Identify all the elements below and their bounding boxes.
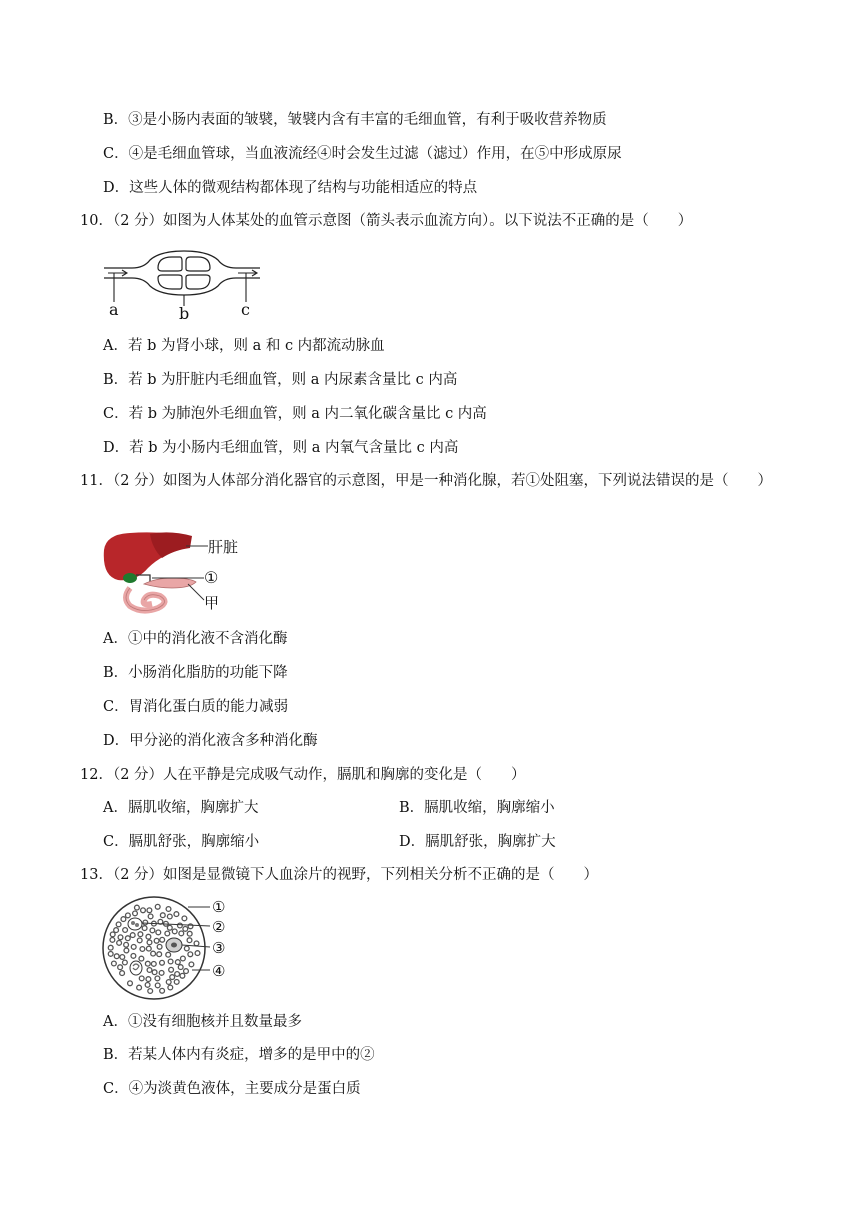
q10-option-b: B．若 b 为肝脏内毛细血管，则 a 内尿素含量比 c 内高 [103,372,458,388]
q10-label-c: c [241,300,250,319]
red-blood-cell [130,933,135,938]
q10-label-a: a [109,300,119,319]
red-blood-cell [135,905,140,910]
q11-label-gland: 甲 [204,594,220,612]
red-blood-cell [148,989,153,994]
red-blood-cell [120,971,125,976]
red-blood-cell [110,938,115,943]
red-blood-cell [178,965,183,970]
red-blood-cell [146,946,151,951]
q13-option-a: A．①没有细胞核并且数量最多 [103,1014,302,1030]
red-blood-cell [166,952,171,957]
q9-option-b: B．③是小肠内表面的皱襞，皱襞内含有丰富的毛细血管，有利于吸收营养物质 [103,112,607,128]
red-blood-cell [145,961,150,966]
red-blood-cell [183,927,188,932]
red-blood-cell [187,938,192,943]
red-blood-cell [195,951,200,956]
q10-blood-vessel-figure [100,248,270,322]
red-blood-cell [146,977,151,982]
red-blood-cell [166,907,171,912]
red-blood-cell [174,980,179,985]
red-blood-cell [148,914,153,919]
red-blood-cell [138,932,143,937]
red-blood-cell [175,972,180,977]
q12-option-d: D．膈肌舒张，胸廓扩大 [399,834,556,850]
red-blood-cell [133,911,138,916]
red-blood-cell [182,916,187,921]
q11-digestive-figure [100,528,260,618]
red-blood-cell [110,932,115,937]
red-blood-cell [174,912,179,917]
q10-option-a: A．若 b 为肾小球，则 a 和 c 内都流动脉血 [103,338,385,354]
red-blood-cell [188,952,193,957]
red-blood-cell [179,931,184,936]
red-blood-cell [180,973,185,978]
red-blood-cell [155,904,160,909]
red-blood-cell [147,908,152,913]
red-blood-cell [157,944,162,949]
red-blood-cell [156,930,161,935]
red-blood-cell [151,962,156,967]
red-blood-cell [146,934,151,939]
red-blood-cell [114,928,119,933]
red-blood-cell [168,985,173,990]
q13-option-c: C．④为淡黄色液体，主要成分是蛋白质 [103,1081,361,1097]
q11-option-d: D．甲分泌的消化液含多种消化酶 [103,733,318,749]
red-blood-cell [194,941,199,946]
red-blood-cell [123,960,128,965]
q12-stem: 12．（2 分）人在平静是完成吸气动作，膈肌和胸廓的变化是（ ） [80,767,526,783]
red-blood-cell [172,929,177,934]
red-blood-cell [152,970,157,975]
red-blood-cell [160,988,165,993]
red-blood-cell [159,971,164,976]
red-blood-cell [124,942,129,947]
red-blood-cell [147,968,152,973]
red-blood-cell [137,985,142,990]
red-blood-cell [157,952,162,957]
red-blood-cell [181,956,186,961]
red-blood-cell [128,981,133,986]
red-blood-cell [116,922,121,927]
red-blood-cell [160,937,165,942]
red-blood-cell [124,948,129,953]
red-blood-cell [131,954,136,959]
red-blood-cell [167,914,172,919]
q13-blood-smear-figure [100,894,240,1004]
red-blood-cell [108,945,113,950]
q12-option-b: B．膈肌收缩，胸廓缩小 [399,800,555,816]
red-blood-cell [170,975,175,980]
red-blood-cell [137,938,142,943]
red-blood-cell [160,913,165,918]
red-blood-cell [145,983,150,988]
red-blood-cell [121,917,126,922]
red-blood-cell [150,928,155,933]
q13-label-4: ④ [212,962,226,980]
red-blood-cell [147,940,152,945]
red-blood-cell [178,923,183,928]
q13-option-b: B．若某人体内有炎症，增多的是甲中的② [103,1047,375,1063]
q11-option-a: A．①中的消化液不含消化酶 [103,631,288,647]
red-blood-cell [184,969,189,974]
q11-stem: 11．（2 分）如图为人体部分消化器官的示意图，甲是一种消化腺，若①处阻塞，下列说法错误的是（ ） [80,473,773,489]
q10-option-d: D．若 b 为小肠内毛细血管，则 a 内氧气含量比 c 内高 [103,440,459,456]
q9-option-d: D．这些人体的微观结构都体现了结构与功能相适应的特点 [103,180,478,196]
q12-option-a: A．膈肌收缩，胸廓扩大 [103,800,259,816]
red-blood-cell [166,980,171,985]
red-blood-cell [131,945,136,950]
q13-label-1: ① [212,898,226,916]
q11-label-duct: ① [204,568,219,587]
q9-option-c: C．④是毛细血管球，当血液流经④时会发生过滤（滤过）作用，在⑤中形成原尿 [103,146,622,162]
red-blood-cell [118,935,123,940]
red-blood-cell [125,936,130,941]
red-blood-cell [112,961,117,966]
red-blood-cell [142,926,147,931]
red-blood-cell [123,928,128,933]
red-blood-cell [126,913,131,918]
red-blood-cell [139,956,144,961]
red-blood-cell [114,954,119,959]
q11-label-liver: 肝脏 [208,538,239,556]
red-blood-cell [143,920,148,925]
q12-option-c: C．膈肌舒张，胸廓缩小 [103,834,260,850]
red-blood-cell [169,967,174,972]
q10-option-c: C．若 b 为肺泡外毛细血管，则 a 内二氧化碳含量比 c 内高 [103,406,487,422]
q10-stem: 10．（2 分）如图为人体某处的血管示意图（箭头表示血流方向）。以下说法不正确的是（ ） [80,213,693,229]
red-blood-cell [141,908,146,913]
red-blood-cell [151,951,156,956]
red-blood-cell [168,959,173,964]
red-blood-cell [160,960,165,965]
red-blood-cell [118,965,123,970]
q11-option-c: C．胃消化蛋白质的能力减弱 [103,699,289,715]
red-blood-cell [140,947,145,952]
q13-stem: 13．（2 分）如图是显微镜下人血涂片的视野，下列相关分析不正确的是（ ） [80,867,599,883]
red-blood-cell [184,946,189,951]
q11-option-b: B．小肠消化脂肪的功能下降 [103,665,288,681]
red-blood-cell [165,931,170,936]
q10-label-b: b [179,304,190,323]
red-blood-cell [117,941,122,946]
red-blood-cell [120,955,125,960]
red-blood-cell [155,976,160,981]
red-blood-cell [187,931,192,936]
red-blood-cell [155,983,160,988]
q13-label-3: ③ [212,939,226,957]
red-blood-cell [154,938,159,943]
red-blood-cell [108,952,113,957]
q13-label-2: ② [212,918,226,936]
red-blood-cell [167,925,172,930]
red-blood-cell [175,960,180,965]
red-blood-cell [189,962,194,967]
red-blood-cell [139,976,144,981]
